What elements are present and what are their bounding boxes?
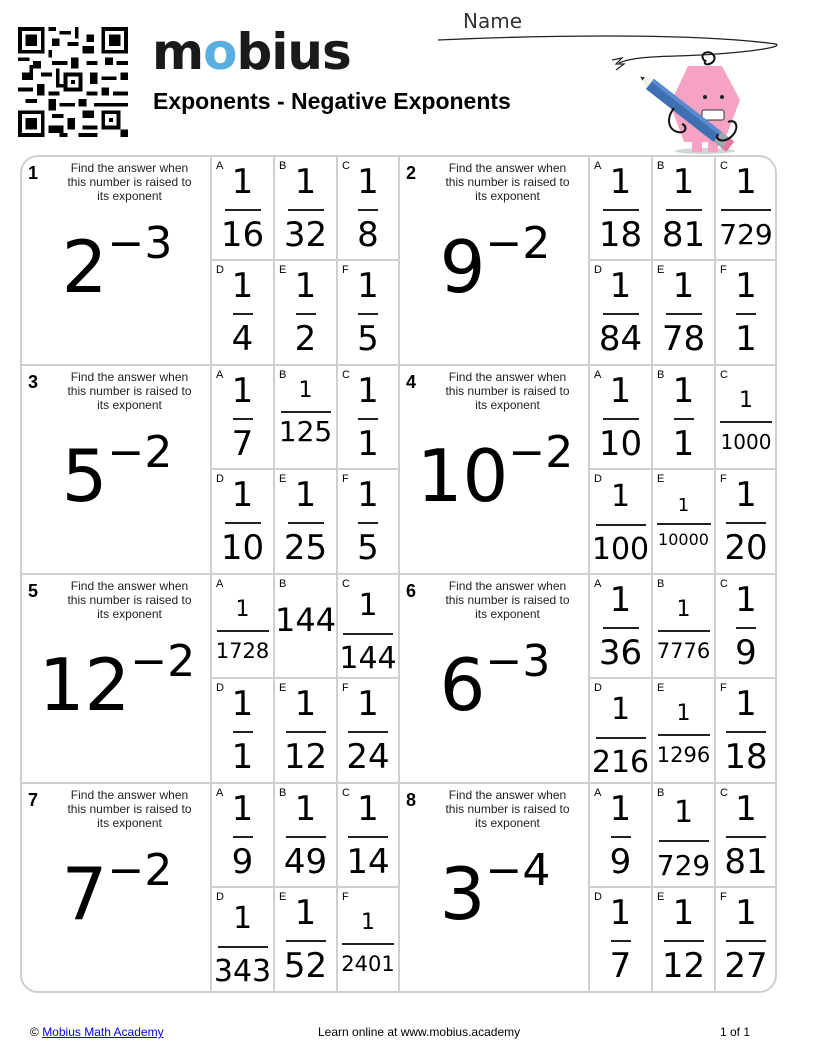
fraction: 1 1000 [720,388,772,454]
question-cell [400,366,590,575]
answer-choice-e[interactable]: E 1 52 [275,888,338,993]
answer-choices [212,784,400,993]
answer-choice-f[interactable]: F 1 1 [716,261,777,366]
fraction: 1 5 [357,475,379,568]
answer-choice-b[interactable]: B 1 729 [653,784,716,888]
answer-choice-f[interactable]: F 1 18 [716,679,777,784]
answer-choice-f[interactable]: F 1 24 [338,679,400,784]
problem-prompt: Find the answer when this number is raised to its exponent [67,788,192,830]
answer-choice-b[interactable]: B 1 125 [275,366,338,470]
exponent-expression [400,427,590,532]
answer-choice-a[interactable]: A 1 16 [212,157,275,261]
fraction: 1 343 [213,901,272,989]
worksheet-title: Exponents - Negative Exponents [153,88,511,114]
answer-choice-c[interactable]: C 1 1 [338,366,400,470]
exponent-expression [22,427,212,532]
exponent-expression [400,845,590,950]
problem-prompt: Find the answer when this number is raised to its exponent [67,161,192,203]
fraction: 1 144 [339,588,397,676]
answer-choices [590,157,777,366]
answer-choice-c[interactable]: C 1 144 [338,575,400,679]
fraction: 1 216 [591,692,650,780]
answer-choice-e[interactable]: E 1 12 [275,679,338,784]
mobius-logo: mobius [152,23,351,81]
answer-choices [212,366,400,575]
fraction: 1 10000 [658,495,709,549]
fraction: 1 729 [719,162,773,251]
question-cell [22,784,212,993]
exponent: −2 [485,218,551,269]
fraction: 1 16 [220,162,265,255]
answer-choice-f[interactable]: F 1 2401 [338,888,400,993]
answer-choices [590,784,777,993]
base: 5 [61,434,108,518]
base: 7 [61,852,108,936]
fraction: 1 1296 [656,701,711,767]
fraction: 1 8 [357,162,379,255]
answer-choices [590,366,777,575]
answer-choice-f[interactable]: F 1 5 [338,470,400,575]
answer-choice-d[interactable]: D 1 7 [590,888,653,993]
question-cell [400,784,590,993]
fraction: 1 25 [283,475,328,568]
answer-choice-f[interactable]: F 1 5 [338,261,400,366]
fraction: 1 84 [598,266,643,359]
answer-choices [212,575,400,784]
fraction: 1 125 [278,378,333,448]
whole-number: 144 [275,601,337,639]
fraction: 1 100 [591,479,650,567]
base: 6 [439,643,486,727]
answer-choice-b[interactable]: B 144 [275,575,338,679]
fraction: 1 12 [283,684,328,777]
exponent-expression [400,636,590,741]
fraction: 1 36 [598,580,643,673]
answer-choice-d[interactable]: D 1 216 [590,679,653,784]
answer-choice-b[interactable]: B 1 1 [653,366,716,470]
fraction: 1 49 [283,789,328,882]
answer-choice-c[interactable]: C 1 729 [716,157,777,261]
copyright-symbol: © [30,1025,39,1039]
answer-choice-e[interactable]: E 1 1296 [653,679,716,784]
problem-6 [400,575,777,784]
fraction: 1 18 [724,684,768,777]
answer-choice-a[interactable]: A 1 9 [212,784,275,888]
footer-learn-online: Learn online at www.mobius.academy [318,1025,521,1039]
answer-choice-e[interactable]: E 1 2 [275,261,338,366]
fraction: 1 7 [609,893,632,986]
answer-choice-b[interactable]: B 1 49 [275,784,338,888]
answer-choice-c[interactable]: C 1 14 [338,784,400,888]
problem-prompt: Find the answer when this number is raised to its exponent [445,579,570,621]
logo-accent-o: o [203,23,237,81]
fraction: 1 81 [661,162,706,255]
problem-number: 2 [406,163,417,183]
fraction: 1 9 [609,789,632,882]
answer-choices [590,575,777,784]
answer-choice-e[interactable]: E 1 12 [653,888,716,993]
exponent: −2 [508,427,574,478]
answer-choice-d[interactable]: D 1 343 [212,888,275,993]
footer-copyright [30,1025,164,1039]
problem-prompt: Find the answer when this number is raised to its exponent [445,161,570,203]
fraction: 1 1 [357,371,379,464]
fraction: 1 32 [283,162,328,255]
base: 9 [439,225,486,309]
answer-choices [212,157,400,366]
answer-choice-a[interactable]: A 1 36 [590,575,653,679]
fraction: 1 1728 [215,597,270,663]
fraction: 1 20 [724,475,768,568]
fraction: 1 10 [220,475,265,568]
answer-choice-b[interactable]: B 1 7776 [653,575,716,679]
base: 10 [416,434,509,518]
problem-number: 1 [28,163,39,183]
fraction: 1 27 [724,893,768,986]
mascot-illustration [610,42,760,157]
problem-number: 7 [28,790,39,810]
fraction: 1 7 [231,371,254,464]
answer-choice-a[interactable]: A 1 7 [212,366,275,470]
answer-choice-d[interactable]: D 1 10 [212,470,275,575]
question-cell [400,575,590,784]
answer-choice-d[interactable]: D 1 100 [590,470,653,575]
problem-7 [22,784,400,993]
answer-choice-d[interactable]: D 1 84 [590,261,653,366]
fraction: 1 12 [661,893,706,986]
problem-5 [22,575,400,784]
answer-choice-f[interactable]: F 1 27 [716,888,777,993]
answer-choice-c[interactable]: C 1 9 [716,575,777,679]
fraction: 1 7776 [656,597,711,663]
answer-choice-c[interactable]: C 1 1000 [716,366,777,470]
exponent-expression [400,218,590,323]
exponent-expression [22,636,212,741]
question-cell [22,366,212,575]
problem-number: 4 [406,372,417,392]
problem-1 [22,157,400,366]
problem-number: 5 [28,581,39,601]
fraction: 1 1 [672,371,695,464]
problem-prompt: Find the answer when this number is raised to its exponent [445,788,570,830]
mobius-academy-link[interactable]: Mobius Math Academy [42,1025,164,1039]
fraction: 1 18 [598,162,643,255]
problem-number: 6 [406,581,417,601]
exponent: −2 [130,636,196,687]
problem-number: 8 [406,790,417,810]
answer-choice-d[interactable]: D 1 4 [212,261,275,366]
problem-prompt: Find the answer when this number is raised to its exponent [67,579,192,621]
fraction: 1 9 [735,580,757,673]
name-label: Name [463,9,523,33]
answer-choice-e[interactable]: E 1 78 [653,261,716,366]
fraction: 1 729 [656,795,711,882]
fraction: 1 14 [346,789,390,882]
answer-choice-d[interactable]: D 1 1 [212,679,275,784]
answer-choice-a[interactable]: A 1 18 [590,157,653,261]
base: 2 [61,225,108,309]
exponent: −3 [485,636,551,687]
exponent: −3 [107,218,173,269]
fraction: 1 4 [231,266,254,359]
fraction: 1 24 [346,684,390,777]
problem-4 [400,366,777,575]
exponent-expression [22,845,212,950]
answer-choice-c[interactable]: C 1 81 [716,784,777,888]
fraction: 1 2 [294,266,317,359]
page-indicator: 1 of 1 [720,1025,751,1039]
fraction: 1 78 [661,266,706,359]
base: 3 [439,852,486,936]
answer-choice-a[interactable]: A 1 10 [590,366,653,470]
problem-grid [20,155,777,993]
answer-choice-e[interactable]: E 1 10000 [653,470,716,575]
problem-prompt: Find the answer when this number is raised to its exponent [67,370,192,412]
fraction: 1 9 [231,789,254,882]
problem-3 [22,366,400,575]
fraction: 1 10 [598,371,643,464]
question-cell [22,157,212,366]
problem-8 [400,784,777,993]
answer-choice-a[interactable]: A 1 9 [590,784,653,888]
fraction: 1 1 [231,684,254,777]
problem-prompt: Find the answer when this number is raised to its exponent [445,370,570,412]
answer-choice-e[interactable]: E 1 25 [275,470,338,575]
question-cell [22,575,212,784]
problem-number: 3 [28,372,39,392]
fraction: 1 1 [735,266,757,359]
exponent-expression [22,218,212,323]
answer-choice-b[interactable]: B 1 81 [653,157,716,261]
fraction: 1 52 [283,893,328,986]
fraction: 1 2401 [341,910,395,976]
qr-code [18,27,128,137]
answer-choice-b[interactable]: B 1 32 [275,157,338,261]
answer-choice-c[interactable]: C 1 8 [338,157,400,261]
problem-2 [400,157,777,366]
answer-choice-a[interactable]: A 1 1728 [212,575,275,679]
base: 12 [38,643,131,727]
question-cell [400,157,590,366]
exponent: −2 [107,427,173,478]
fraction: 1 81 [724,789,768,882]
exponent: −2 [107,845,173,896]
exponent: −4 [485,845,551,896]
answer-choice-f[interactable]: F 1 20 [716,470,777,575]
fraction: 1 5 [357,266,379,359]
